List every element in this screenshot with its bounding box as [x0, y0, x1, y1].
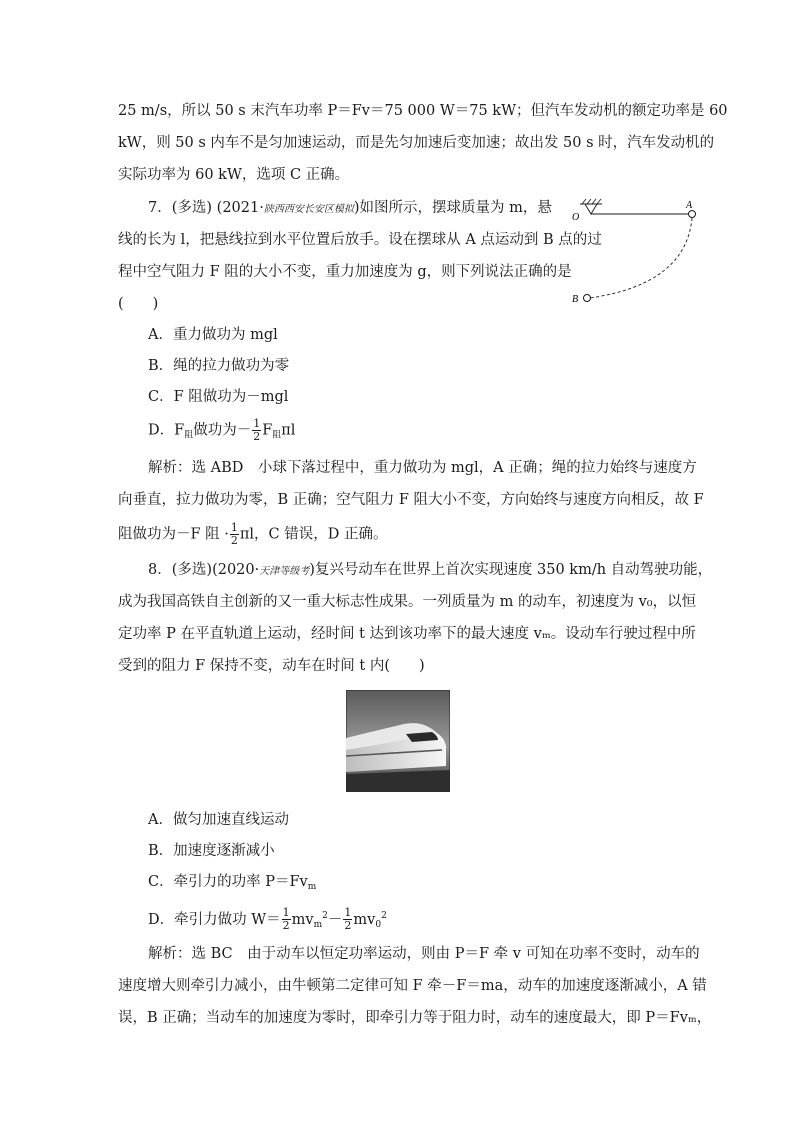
q8-solution-line-2: 速度增大则牵引力减小，由牛顿第二定律可知 F 牵－F＝ma，动车的加速度逐渐减小，A 错: [118, 978, 707, 994]
pendulum-figure: [568, 198, 698, 308]
q7-source-name: 陕西西安长安区模拟: [263, 204, 354, 215]
train-photo: [346, 690, 450, 792]
q7-line-3: 程中空气阻力 F 阻的大小不变，重力加速度为 g，则下列说法正确的是: [118, 264, 572, 280]
q7-solution-fraction: $\frac{1}{2}$: [230, 521, 238, 547]
q7-solution-line-1: 解析：选 ABD 小球下落过程中，重力做功为 mgl，A 正确；绳的拉力始终与速度方: [148, 460, 697, 476]
q8-number: 8．: [148, 562, 172, 578]
q7-option-d-sub: 阻: [184, 430, 194, 441]
q8-option-d-fraction-2: $\frac{1}{2}$: [344, 906, 352, 933]
q8-line-2: 成为我国高铁自主创新的又一重大标志性成果。一列质量为 m 的动车，初速度为 v₀，以恒: [118, 594, 697, 610]
q7-number: 7．: [148, 200, 172, 216]
ball-b: [584, 295, 591, 302]
q8-source-year: (2020·: [212, 562, 260, 578]
q8-line-3: 定功率 P 在平直轨道上运动，经时间 t 达到该功率下的最大速度 vₘ。设动车行驶过程中所: [118, 626, 696, 642]
q8-line-1-rest: )复兴号动车在世界上首次实现速度 350 km/h 自动驾驶功能，: [309, 562, 713, 578]
q8-line-1: [148, 560, 712, 582]
q8-line-4: 受到的阻力 F 保持不变，动车在时间 t 内( ): [118, 658, 425, 674]
ball-a: [689, 211, 696, 218]
q7-solution-line-2: 向垂直，拉力做功为零，B 正确；空气阻力 F 阻大小不变，方向始终与速度方向相反，故 F: [118, 492, 704, 508]
q7-line-2: 线的长为 l，把悬线拉到水平位置后放手。设在摆球从 A 点运动到 B 点的过: [118, 232, 602, 248]
continuation-line-1: 25 m/s，所以 50 s 末汽车功率 P＝Fv＝75 000 W＝75 kW；但汽车发动机的额定功率是 60: [118, 103, 728, 119]
label-a: A: [686, 200, 693, 211]
q8-option-c: C．牵引力的功率 $P=Fv_m$: [148, 874, 317, 892]
label-b: B: [572, 294, 579, 305]
q7-line-1-rest: )如图所示，摆球质量为 m，悬: [353, 200, 552, 216]
q7-answer-paren: ( ): [118, 296, 159, 312]
q7-source-year: (2021·: [216, 200, 264, 216]
q8-source-name: 天津等级考: [259, 566, 310, 577]
q7-option-a: A．重力做功为 mgl: [148, 327, 278, 343]
q7-option-d-mid: 做功为－: [193, 422, 252, 439]
q7-line-1: [148, 198, 552, 220]
q7-tag: (多选): [171, 200, 213, 216]
q8-option-d-fraction-1: $\frac{1}{2}$: [282, 906, 290, 933]
q7-option-d-f-sub: 阻: [272, 430, 282, 441]
q8-option-a: A．做匀加速直线运动: [148, 812, 289, 828]
q8-solution-line-1: 解析：选 BC 由于动车以恒定功率运动，则由 P＝F 牵 v 可知在功率不变时，动车的: [148, 946, 700, 962]
q7-option-d: [148, 418, 295, 446]
q7-option-d-prefix: D．F: [148, 422, 185, 439]
label-o: O: [572, 212, 580, 223]
q7-option-d-end: πl: [281, 422, 296, 439]
q7-solution-line-3: 阻做功为－F 阻 · $\frac{1}{2}$ πl，C 错误，D 正确。: [118, 521, 388, 547]
q7-option-c: C．F 阻做功为－mgl: [148, 389, 289, 405]
q8-option-d: D．牵引力做功 W＝ $\frac{1}{2}$ $mv_m^2-$ $\frac{1}{2}$ $mv_0^2$: [148, 906, 387, 933]
ceiling-hatch: [582, 199, 601, 204]
q7-option-d-f: F: [262, 422, 273, 439]
continuation-line-3: 实际功率为 60 kW，选项 C 正确。: [118, 167, 350, 183]
q8-option-b: B．加速度逐渐减小: [148, 843, 275, 859]
q8-solution-line-3: 误，B 正确；当动车的加速度为零时，即牵引力等于阻力时，动车的速度最大，即 P＝Fvₘ，: [118, 1010, 712, 1026]
q8-tag: (多选): [171, 562, 213, 578]
q7-option-b: B．绳的拉力做功为零: [148, 358, 290, 374]
q7-option-d-fraction: $\frac{1}{2}$: [253, 417, 261, 443]
support-triangle: [585, 204, 597, 214]
dashed-arc: [590, 218, 692, 298]
continuation-line-2: kW，则 50 s 内车不是匀加速运动，而是先匀加速后变加速；故出发 50 s 时，汽车发动机的: [118, 135, 715, 151]
